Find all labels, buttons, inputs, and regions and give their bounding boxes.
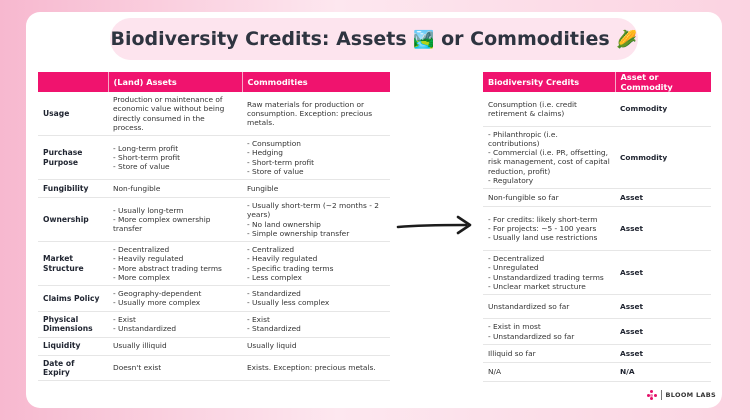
table-row bbox=[38, 136, 390, 180]
landscape-icon: 🏞️ bbox=[413, 30, 435, 50]
assets-cell: - Long-term profit - Short-term profit - Store of value bbox=[108, 136, 242, 180]
logo-text: BLOOM LABS bbox=[665, 391, 716, 399]
title-or-text: or Commodities bbox=[441, 28, 610, 50]
left-header-blank bbox=[38, 72, 108, 92]
assets-cell: Doesn't exist bbox=[108, 355, 242, 381]
row-label: Market Structure bbox=[38, 242, 108, 286]
table-row bbox=[483, 251, 711, 295]
credits-cell: - Decentralized - Unregulated - Unstandardized trading terms - Unclear market structure bbox=[483, 251, 615, 295]
right-arrow-icon bbox=[396, 214, 476, 238]
verdict-cell: Asset bbox=[615, 345, 711, 363]
commodities-cell: Usually liquid bbox=[242, 337, 390, 355]
assets-cell: - Exist - Unstandardized bbox=[108, 311, 242, 337]
title-banner bbox=[110, 18, 638, 60]
table-row bbox=[483, 295, 711, 319]
verdict-cell: Commodity bbox=[615, 92, 711, 126]
table-row bbox=[483, 189, 711, 207]
table-row bbox=[38, 355, 390, 381]
row-label: Fungibility bbox=[38, 180, 108, 198]
verdict-cell: Asset bbox=[615, 251, 711, 295]
assets-vs-commodities-table bbox=[38, 72, 390, 381]
table-row bbox=[38, 286, 390, 312]
table-row bbox=[483, 363, 711, 382]
row-label: Liquidity bbox=[38, 337, 108, 355]
verdict-cell: N/A bbox=[615, 363, 711, 382]
assets-cell: Production or maintenance of economic value without being directly consumed in the process. bbox=[108, 92, 242, 136]
commodities-cell: Raw materials for production or consumption. Exception: precious metals. bbox=[242, 92, 390, 136]
credits-cell: - For credits: likely short-term - For projects: ~5 - 100 years - Usually land use restrictions bbox=[483, 207, 615, 251]
assets-cell: Usually illiquid bbox=[108, 337, 242, 355]
credits-cell: Illiquid so far bbox=[483, 345, 615, 363]
table-row bbox=[38, 242, 390, 286]
table-row bbox=[38, 92, 390, 136]
logo-divider bbox=[661, 390, 662, 400]
credits-cell: Consumption (i.e. credit retirement & claims) bbox=[483, 92, 615, 126]
left-table-header-row bbox=[38, 72, 390, 92]
credits-cell: Non-fungible so far bbox=[483, 189, 615, 207]
right-header-credits: Biodiversity Credits bbox=[483, 72, 615, 92]
right-header-verdict: Asset or Commodity bbox=[615, 72, 711, 92]
table-row bbox=[483, 92, 711, 126]
assets-cell: - Geography-dependent - Usually more complex bbox=[108, 286, 242, 312]
commodities-cell: Exists. Exception: precious metals. bbox=[242, 355, 390, 381]
credits-cell: N/A bbox=[483, 363, 615, 382]
table-row bbox=[483, 319, 711, 345]
row-label: Usage bbox=[38, 92, 108, 136]
left-header-assets: (Land) Assets bbox=[108, 72, 242, 92]
credits-cell: - Philanthropic (i.e. contributions) - Commercial (i.e. PR, offsetting, risk management, cost of capital reduction, profit) - Regulatory bbox=[483, 126, 615, 189]
table-row bbox=[483, 126, 711, 189]
row-label: Date of Expiry bbox=[38, 355, 108, 381]
row-label: Ownership bbox=[38, 198, 108, 242]
assets-cell: Non-fungible bbox=[108, 180, 242, 198]
commodities-cell: - Exist - Standardized bbox=[242, 311, 390, 337]
credits-cell: Unstandardized so far bbox=[483, 295, 615, 319]
flower-icon bbox=[647, 390, 657, 400]
verdict-cell: Commodity bbox=[615, 126, 711, 189]
verdict-cell: Asset bbox=[615, 207, 711, 251]
table-row bbox=[483, 345, 711, 363]
commodities-cell: Fungible bbox=[242, 180, 390, 198]
commodities-cell: - Standardized - Usually less complex bbox=[242, 286, 390, 312]
verdict-cell: Asset bbox=[615, 295, 711, 319]
corn-icon: 🌽 bbox=[616, 30, 638, 50]
table-row bbox=[38, 337, 390, 355]
commodities-cell: - Usually short-term (~2 months - 2 years) - No land ownership - Simple ownership transfer bbox=[242, 198, 390, 242]
left-header-commodities: Commodities bbox=[242, 72, 390, 92]
row-label: Physical Dimensions bbox=[38, 311, 108, 337]
table-row bbox=[483, 207, 711, 251]
assets-cell: - Decentralized - Heavily regulated - More abstract trading terms - More complex bbox=[108, 242, 242, 286]
table-row bbox=[38, 198, 390, 242]
page-title bbox=[110, 28, 637, 50]
table-row bbox=[38, 180, 390, 198]
verdict-cell: Asset bbox=[615, 189, 711, 207]
commodities-cell: - Centralized - Heavily regulated - Specific trading terms - Less complex bbox=[242, 242, 390, 286]
right-table-header-row bbox=[483, 72, 711, 92]
bloom-labs-logo bbox=[647, 390, 716, 400]
row-label: Claims Policy bbox=[38, 286, 108, 312]
table-row bbox=[38, 311, 390, 337]
row-label: Purchase Purpose bbox=[38, 136, 108, 180]
verdict-cell: Asset bbox=[615, 319, 711, 345]
commodities-cell: - Consumption - Hedging - Short-term profit - Store of value bbox=[242, 136, 390, 180]
assets-cell: - Usually long-term - More complex ownership transfer bbox=[108, 198, 242, 242]
biodiversity-credits-table bbox=[483, 72, 711, 382]
title-main: Biodiversity Credits: Assets bbox=[110, 28, 407, 50]
credits-cell: - Exist in most - Unstandardized so far bbox=[483, 319, 615, 345]
